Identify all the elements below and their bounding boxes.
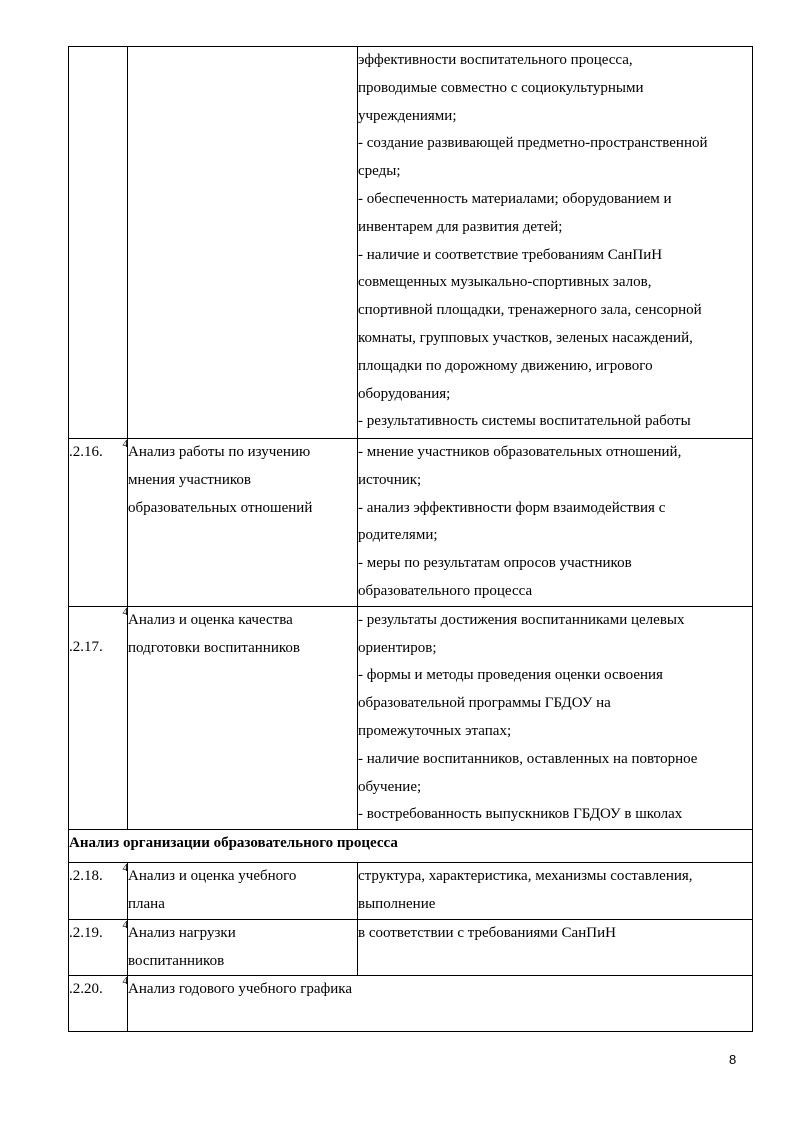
row-number: .2.18. [69, 868, 103, 885]
description-line: оборудования; [358, 385, 451, 402]
section-title: Анализ организации образовательного процесса [69, 830, 753, 863]
description-line: инвентарем для развития детей; [358, 218, 563, 235]
description-line: - востребованность выпускников ГБДОУ в школах [358, 806, 683, 823]
description-line: спортивной площадки, тренажерного зала, сенсорной [358, 302, 702, 319]
row-number-cell [69, 976, 128, 1032]
description-line: структура, характеристика, механизмы составления, [358, 868, 693, 885]
analysis-table [68, 46, 753, 1032]
description-line: - результативность системы воспитательной работы [358, 413, 691, 430]
row-title-cell [128, 863, 358, 920]
row-title-cell [128, 439, 358, 607]
description-line: родителями; [358, 527, 438, 544]
description-line: выполнение [358, 895, 436, 912]
description-line: проводимые совместно с социокультурными [358, 79, 644, 96]
description-line: комнаты, групповых участков, зеленых насаждений, [358, 329, 693, 346]
row-title-line: подготовки воспитанников [128, 639, 300, 656]
page-number: 8 [729, 1052, 737, 1067]
row-number: .2.20. [69, 981, 103, 998]
row-description-cell [358, 863, 753, 920]
row-number: .2.19. [69, 924, 103, 941]
row-number-tick: 4 [122, 438, 128, 450]
row-description-cell [358, 47, 753, 439]
row-number-cell [69, 863, 128, 920]
row-title-cell [128, 976, 753, 1032]
row-title-line: Анализ и оценка учебного [128, 868, 297, 885]
row-number-tick: 4 [122, 918, 128, 931]
row-title-line: Анализ и оценка качества [128, 611, 293, 628]
row-title-cell [128, 606, 358, 829]
row-number-cell [69, 439, 128, 607]
description-line: - наличие воспитанников, оставленных на повторное [358, 750, 698, 767]
row-number-cell [69, 47, 128, 439]
description-line: обучение; [358, 778, 422, 795]
row-number: .2.16. [69, 444, 103, 460]
description-line: - формы и методы проведения оценки освоения [358, 667, 663, 684]
description-line: промежуточных этапах; [358, 722, 512, 739]
row-title-line: мнения участников [128, 471, 251, 488]
row-title-line: воспитанников [128, 952, 225, 969]
row-title-line: Анализ работы по изучению [128, 444, 311, 460]
table-row [69, 47, 753, 439]
row-description-cell [358, 606, 753, 829]
description-line: - обеспеченность материалами; оборудованием и [358, 190, 672, 207]
row-title-line: Анализ годового учебного графика [128, 981, 352, 998]
row-number-tick: 4 [122, 862, 128, 875]
row-title-line: плана [128, 895, 165, 912]
description-line: площадки по дорожному движению, игрового [358, 357, 653, 374]
description-line: источник; [358, 471, 422, 488]
table-row [69, 863, 753, 920]
table-row [69, 919, 753, 976]
row-description-cell [358, 919, 753, 976]
table-row [69, 606, 753, 829]
row-title-line: образовательных отношений [128, 499, 313, 516]
description-line: - анализ эффективности форм взаимодействия с [358, 499, 666, 516]
description-line: в соответствии с требованиями СанПиН [358, 924, 616, 941]
row-title-cell [128, 919, 358, 976]
row-number-cell [69, 606, 128, 829]
row-number-tick: 4 [122, 975, 128, 988]
description-line: совмещенных музыкально-спортивных залов, [358, 274, 652, 291]
row-title-line: Анализ нагрузки [128, 924, 236, 941]
table-row [69, 439, 753, 607]
row-title-cell [128, 47, 358, 439]
description-line: - наличие и соответствие требованиям СанПиН [358, 246, 663, 263]
description-line: среды; [358, 163, 401, 180]
row-description-cell [358, 439, 753, 607]
description-line: эффективности воспитательного процесса, [358, 52, 633, 68]
table-row [69, 976, 753, 1032]
description-line: ориентиров; [358, 639, 437, 656]
description-line: - мнение участников образовательных отношений, [358, 444, 682, 460]
row-number-tick: 4 [122, 605, 128, 618]
row-number: .2.17. [69, 638, 103, 655]
row-number-cell [69, 919, 128, 976]
description-line: - создание развивающей предметно-пространственной [358, 135, 708, 152]
section-row [69, 830, 753, 863]
description-line: - результаты достижения воспитанниками целевых [358, 611, 685, 628]
description-line: образовательного процесса [358, 582, 533, 599]
description-line: образовательной программы ГБДОУ на [358, 695, 611, 712]
description-line: учреждениями; [358, 107, 457, 124]
description-line: - меры по результатам опросов участников [358, 555, 632, 572]
